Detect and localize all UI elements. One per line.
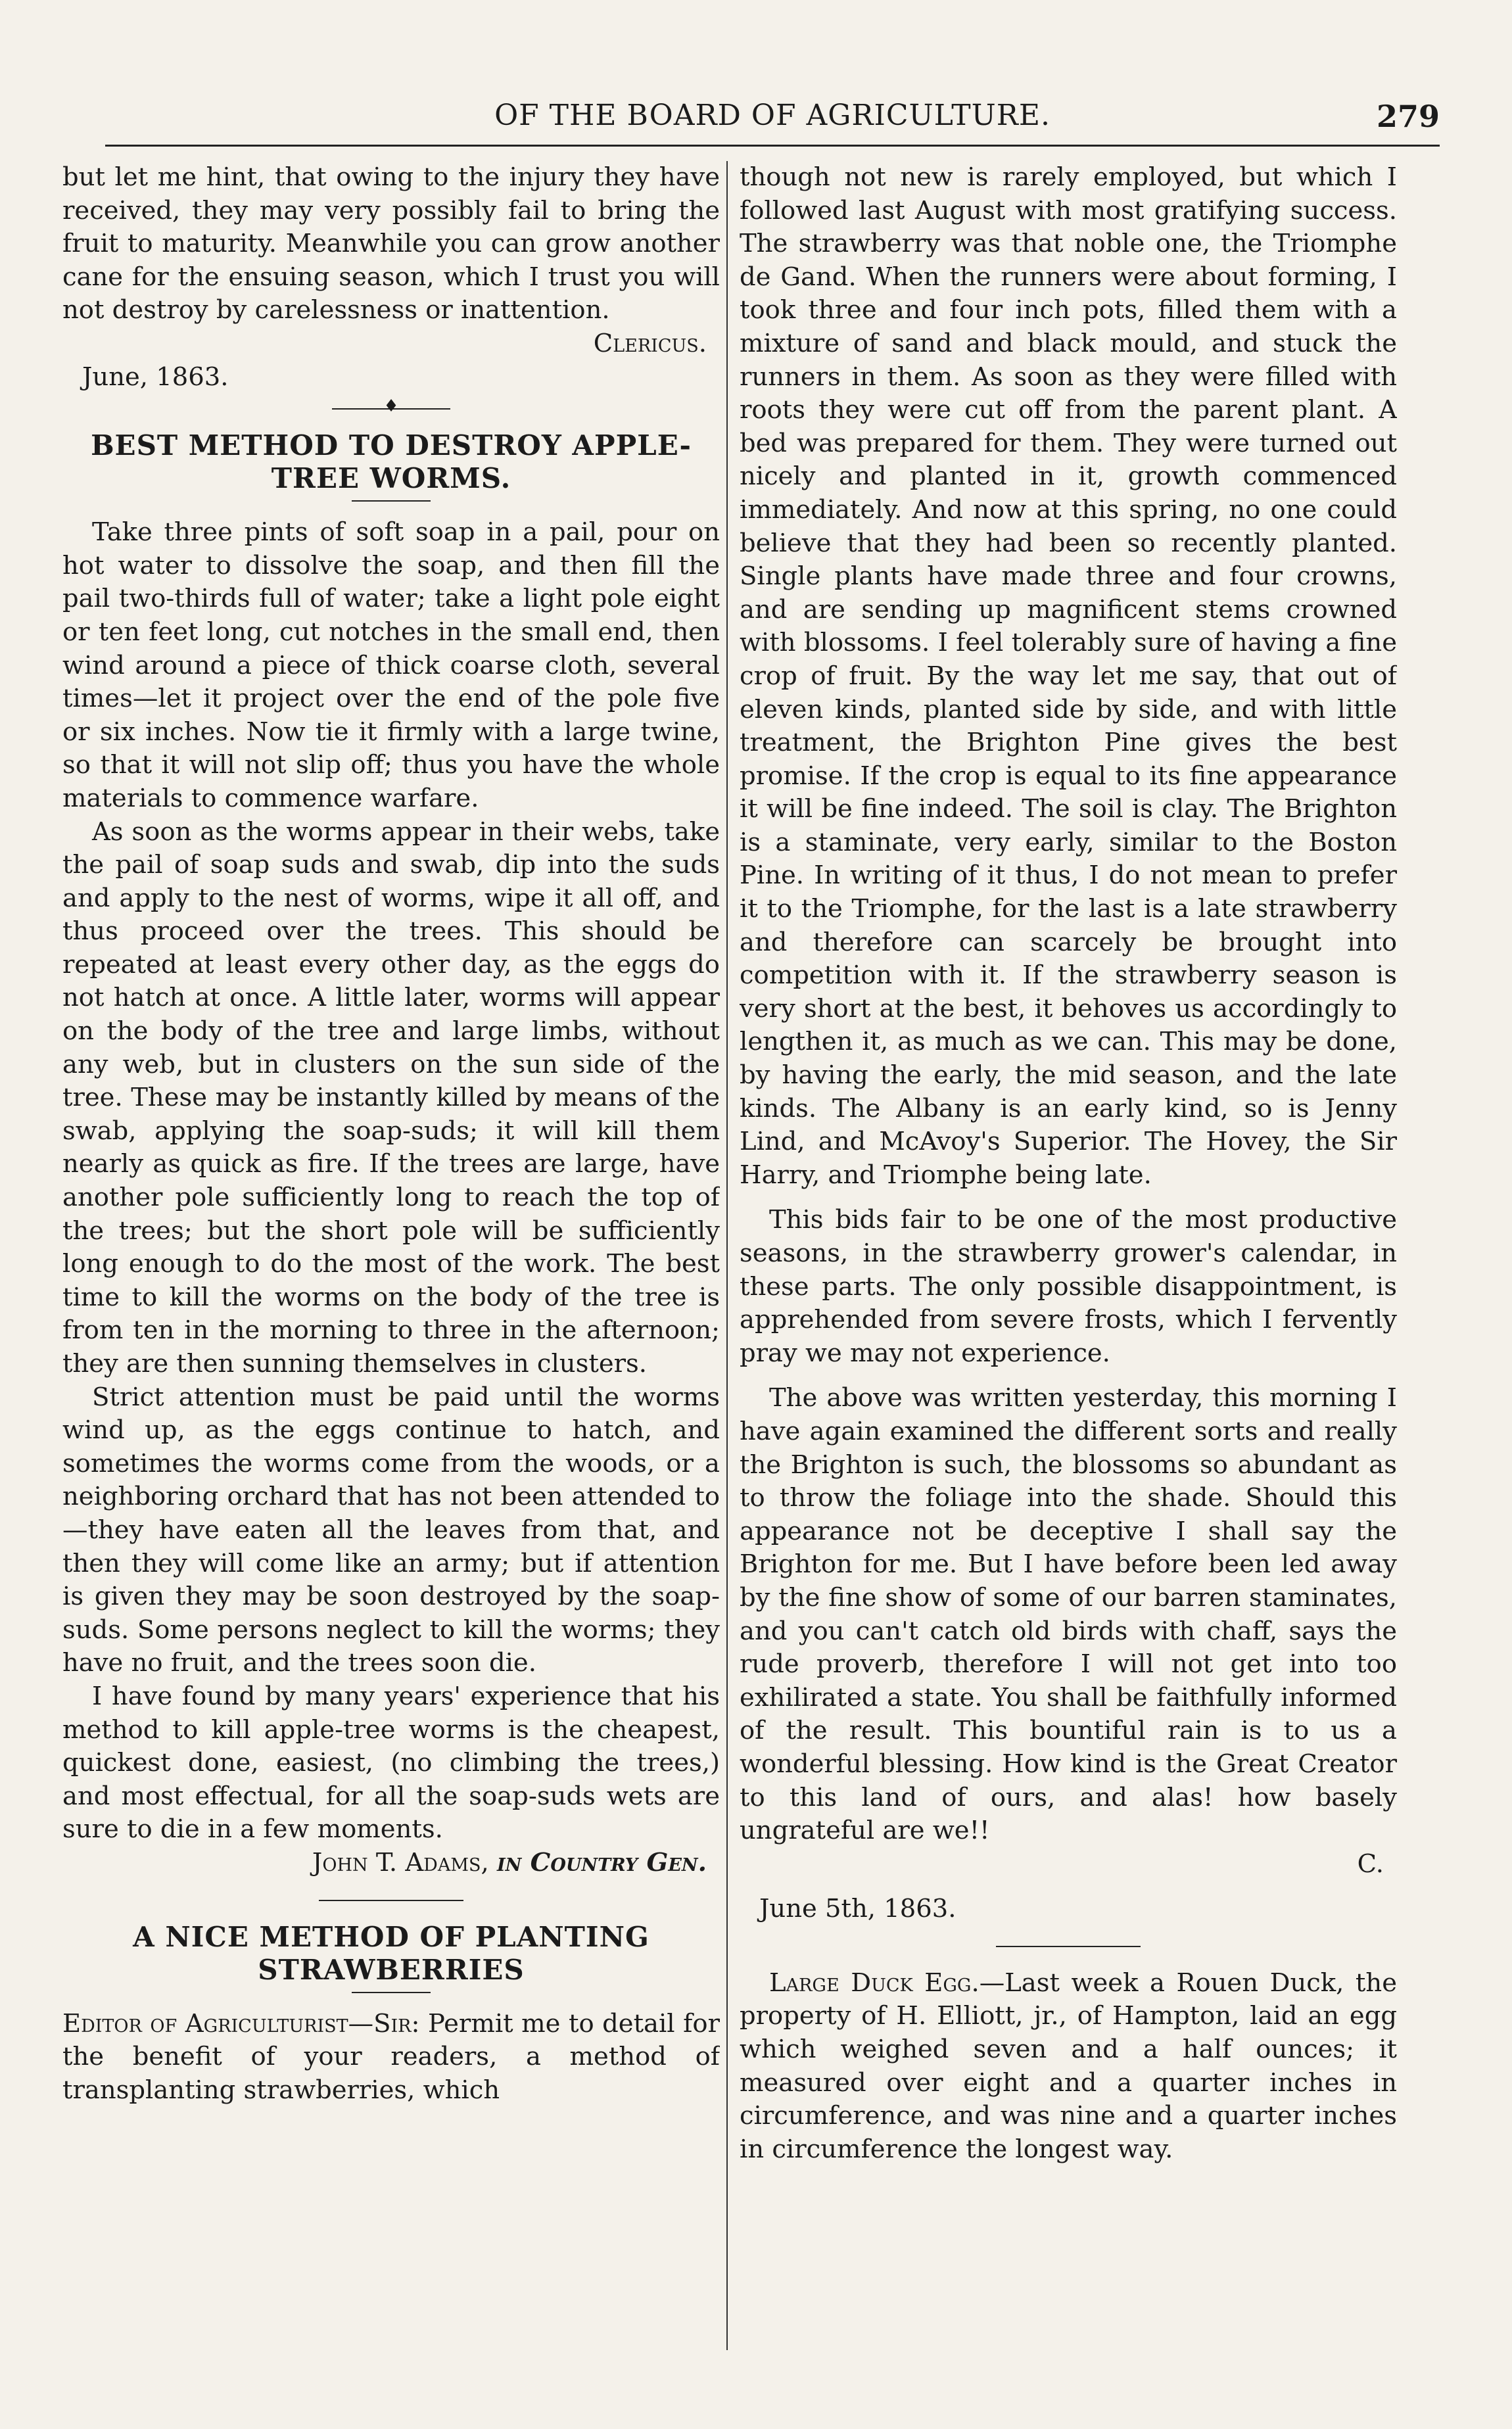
heading-rule bbox=[352, 1992, 431, 1993]
paragraph: though not new is rarely employed, but which I followed last August with most gratifying success. The strawberry was that noble one, the Triomphe de Gand. When the runners were about forming, I took three and four inch pots, filled them with a mixture of sand and black mould, and stuck the runners in them. As soon as they were filled with roots they were cut off from the parent plant. A bed was prepared for them. They were turned out nicely and planted in it, growth commenced immediately. And now at this spring, no one could believe that they had been so recently planted. Single plants have made three and four crowns, and are sending up magnificent stems crowned with blossoms. I feel tolerably sure of having a fine crop of fruit. By the way let me say, that out of eleven kinds, planted side by side, and with little treatment, the Brighton Pine gives the best promise. If the crop is equal to its fine appearance it will be fine indeed. The soil is clay. The Brighton is a staminate, very early, similar to the Boston Pine. In writing of it thus, I do not mean to prefer it to the Triomphe, for the last is a late strawberry and therefore can scarcely be brought into competition with it. If the strawberry season is very short at the best, it behoves us accordingly to lengthen it, as much as we can. This may be done, by having the early, the mid season, and the late kinds. The Albany is an early kind, so is Jenny Lind, and McAvoy's Superior. The Hovey, the Sir Harry, and Triomphe being late. bbox=[740, 162, 1397, 1190]
heading-rule bbox=[352, 500, 431, 502]
spacer bbox=[740, 1192, 1397, 1204]
paragraph: Strict attention must be paid until the worms wind up, as the eggs continue to hatch, and sometimes the worms come from the woods, or a neighboring orchard that has not been attended to—they have eaten all the leaves from that, and then they will come like an army; but if attention is given they may be soon destroyed by the soap-suds. Some persons neglect to kill the worms; they have no fruit, and the trees soon die. bbox=[62, 1382, 720, 1678]
page-header bbox=[105, 99, 1440, 147]
letter-conclusion: but let me hint, that owing to the injury they have received, they may very possibly fail to bring the fruit to maturity. Meanwhile you can grow another cane for the ensuing season, which I trust you will not destroy by carelessness or inattention. bbox=[62, 162, 720, 325]
article-heading-apple-worms: BEST METHOD TO DESTROY APPLE-TREE WORMS. bbox=[91, 429, 692, 495]
page-number: 279 bbox=[1376, 99, 1440, 134]
letter-date: June, 1863. bbox=[82, 362, 229, 392]
left-column bbox=[62, 161, 720, 2350]
item-title: Large Duck Egg. bbox=[769, 1968, 980, 1998]
news-item bbox=[740, 1967, 1397, 2167]
article-attribution bbox=[62, 1847, 720, 1880]
section-divider bbox=[332, 400, 450, 417]
letter-opening bbox=[62, 2008, 720, 2108]
letter-signature: Clericus. bbox=[593, 328, 707, 358]
right-column bbox=[740, 161, 1397, 2350]
source-name: in Country Gen. bbox=[496, 1847, 707, 1877]
spacer bbox=[740, 1370, 1397, 1382]
article-heading-strawberries: A NICE METHOD OF PLANTING STRAWBERRIES bbox=[133, 1920, 650, 1986]
paragraph: Take three pints of soft soap in a pail, pour on hot water to dissolve the soap, and then fill the pail two-thirds full of water; take a light pole eight or ten feet long, cut notches in the small end, then wind around a piece of thick coarse cloth, several times—let it project over the end of the pole five or six inches. Now tie it firmly with a large twine, so that it will not slip off; thus you have the whole materials to commence warfare. bbox=[62, 517, 720, 813]
salutation: Editor of Agriculturist—Sir: bbox=[62, 2008, 420, 2039]
running-title: OF THE BOARD OF AGRICULTURE. bbox=[494, 99, 1051, 132]
letter-initial: C. bbox=[1357, 1849, 1384, 1879]
spacer bbox=[740, 1881, 1397, 1893]
author-name: John T. Adams, bbox=[312, 1847, 489, 1877]
section-divider bbox=[996, 1946, 1141, 1947]
column-divider bbox=[726, 161, 728, 2350]
section-divider bbox=[319, 1900, 463, 1901]
letter-text: Permit me to detail for the benefit of your readers, a method of transplanting strawberries, which bbox=[62, 2008, 720, 2105]
item-text: —Last week a Rouen Duck, the property of H. Elliott, jr., of Hampton, laid an egg which weighed seven and a half ounces; it measured over eight and a quarter inches in circumference, and was nine and a quarter inches in circumference the longest way. bbox=[740, 1968, 1397, 2164]
paragraph: As soon as the worms appear in their webs, take the pail of soap suds and swab, dip into the suds and apply to the nest of worms, wipe it all off, and thus proceed over the trees. This should be repeated at least every other day, as the eggs do not hatch at once. A little later, worms will appear on the body of the tree and large limbs, without any web, but in clusters on the sun side of the tree. These may be instantly killed by means of the swab, applying the soap-suds; it will kill them nearly as quick as fire. If the trees are large, have another pole sufficiently long to reach the top of the trees; but the short pole will be sufficiently long enough to do the most of the work. The best time to kill the worms on the body of the tree is from ten in the morning to three in the afternoon; they are then sunning themselves in clusters. bbox=[62, 816, 720, 1379]
letter-date: June 5th, 1863. bbox=[759, 1894, 957, 1924]
paragraph: This bids fair to be one of the most productive seasons, in the strawberry grower's calendar, in these parts. The only possible disappointment, is apprehended from severe frosts, which I fervently pray we may not experience. bbox=[740, 1205, 1397, 1368]
paragraph: I have found by many years' experience that his method to kill apple-tree worms is the cheapest, quickest done, easiest, (no climbing the trees,) and most effectual, for all the soap-suds wets are sure to die in a few moments. bbox=[62, 1681, 720, 1845]
paragraph: The above was written yesterday, this morning I have again examined the different sorts and really the Brighton is such, the blossoms so abundant as to throw the foliage into the shade. Should this appearance not be deceptive I shall say the Brighton for me. But I have before been led away by the fine show of some of our barren staminates, and you can't catch old birds with chaff, says the rude proverb, therefore I will not get into too exhilirated a state. You shall be faithfully informed of the result. This bountiful rain is to us a wonderful blessing. How kind is the Great Creator to this land of ours, and alas! how basely ungrateful are we!! bbox=[740, 1383, 1397, 1846]
